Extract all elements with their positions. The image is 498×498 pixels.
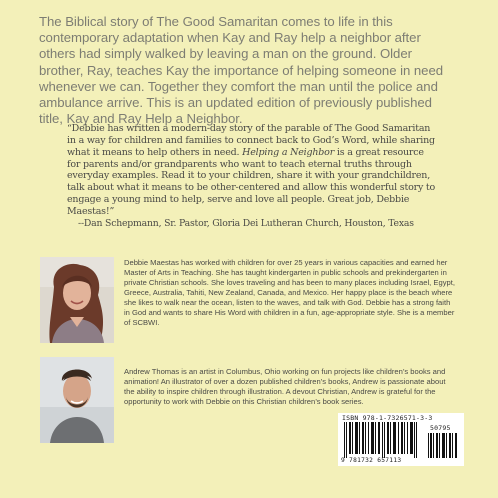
illustrator-photo	[40, 357, 114, 443]
price-code: 50795	[430, 424, 451, 432]
endorsement-attribution: --Dan Schepmann, Sr. Pastor, Gloria Dei Lutheran Church, Houston, Texas	[78, 218, 414, 229]
barcode-number: 9 781732 657113	[341, 457, 402, 464]
illustrator-portrait-image	[40, 357, 114, 443]
illustrator-bio: Andrew Thomas is an artist in Columbus, Ohio working on fun projects like children’s books and animation! An illustrator of over a dozen published children’s books, Andrew is passionate about the ability to inspire children through illustration. A devout Christian, Andrew is grateful for the opportunity to work with Debbie on this Christian children’s book series.	[124, 367, 446, 406]
book-summary: The Biblical story of The Good Samaritan comes to life in this contemporary adaptation when Kay and Ray help a neighbor after others had simply walked by leaving a man on the ground. Older brother, Ray, teaches Kay the importance of helping someone in need whenever we can. Together they comfort the man until the police and ambulance arrive. This is an updated edition of previously published title, Kay and Ray Help a Neighbor.	[39, 14, 444, 127]
endorsement-book-title: Helping a Neighbor	[242, 146, 335, 158]
author-photo	[40, 257, 114, 343]
endorsement-text-1: “Debbie has written a modern-day story of the parable of The Good Samaritan in a way for children and families to connect back to God’s Word, while sharing what it means to help others in need.	[67, 123, 435, 158]
endorsement-quote	[67, 123, 439, 218]
isbn-barcode	[338, 413, 464, 466]
endorsement-text-2: is a great resource for parents and/or grandparents who want to teach eternal truths through everyday examples. Read it to your children, share it with your grandchildren, talk about what it means to be other-centered and allow this wonderful story to engage a young mind to help, serve and love all people. Great job, Debbie Maestas!”	[67, 146, 436, 217]
author-bio: Debbie Maestas has worked with children for over 25 years in various capacities and earned her Master of Arts in Teaching. She has taught kindergarten in public schools and prekindergarten in private Christian schools. She loves traveling and has been to many places including Israel, Egypt, Greece, Australia, Tahiti, New Zealand, Canada, and Mexico. Her happy place is the beach where she likes to walk near the ocean, listen to the waves, and talk with God. Debbie has a strong faith in God and wants to share His Word with children in a fun, age-appropriate style. She is a member of SCBWI.	[124, 258, 455, 327]
author-portrait-image	[40, 257, 114, 343]
isbn-label: ISBN 978-1-7326571-3-3	[342, 414, 433, 422]
